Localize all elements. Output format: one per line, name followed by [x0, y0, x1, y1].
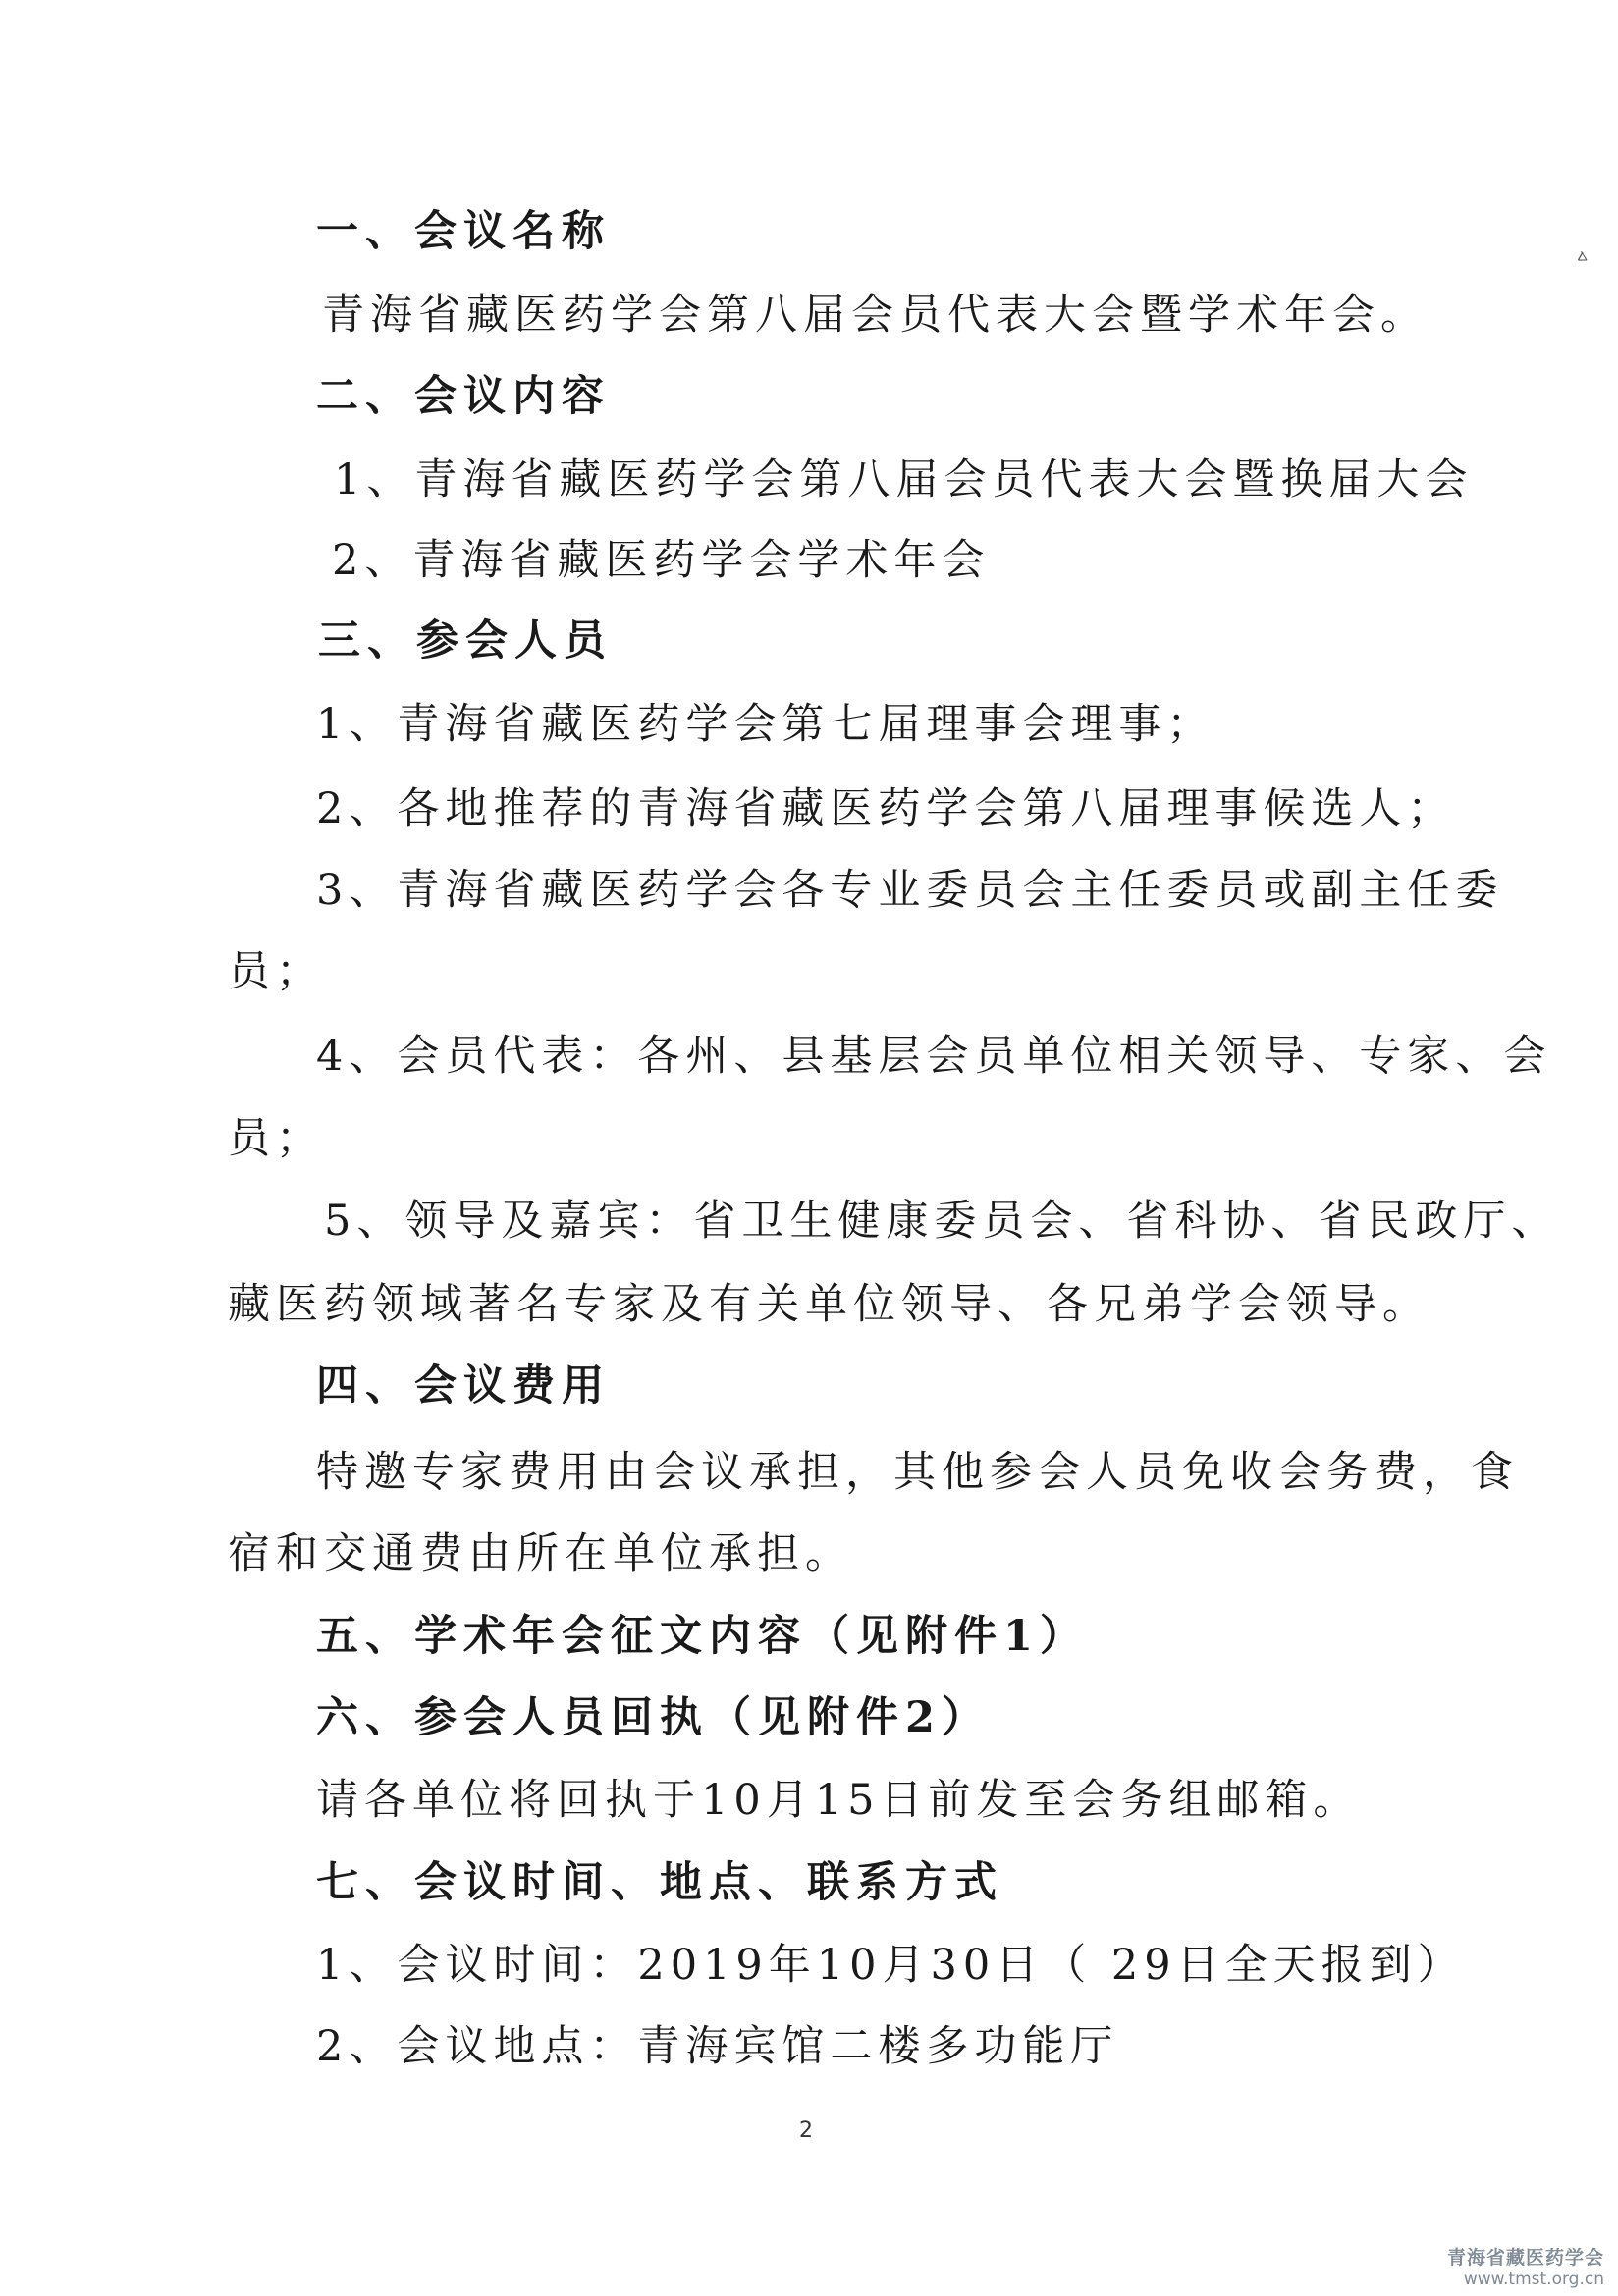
watermark-url: www.tmst.org.cn: [1463, 2269, 1604, 2289]
section-heading-time-place: 七、会议时间、地点、联系方式: [316, 1858, 1003, 1907]
paragraph-receipt: 请各单位将回执于10月15日前发至会务组邮箱。: [316, 1776, 1362, 1825]
list-item-content-1: 1、青海省藏医药学会第八届会员代表大会暨换届大会: [334, 455, 1474, 505]
list-item-attendees-1: 1、青海省藏医药学会第七届理事会理事；: [316, 700, 1215, 749]
paragraph-fees: 特邀专家费用由会议承担，其他参会人员免收会务费，食: [316, 1448, 1519, 1497]
paragraph-fees-cont: 宿和交通费由所在单位承担。: [228, 1529, 853, 1578]
corner-mark: ㅿ: [1574, 247, 1591, 268]
list-item-meeting-place: 2、会议地点：青海宾馆二楼多功能厅: [316, 2022, 1119, 2071]
section-heading-receipt: 六、参会人员回执（见附件2）: [316, 1693, 991, 1742]
list-item-attendees-3: 3、青海省藏医药学会各专业委员会主任委员或副主任委: [316, 866, 1504, 915]
list-item-meeting-time: 1、会议时间：2019年10月30日（ 29日全天报到）: [316, 1941, 1466, 1990]
section-heading-attendees: 三、参会人员: [318, 616, 613, 666]
list-item-attendees-5-cont: 藏医药领域著名专家及有关单位领导、各兄弟学会领导。: [228, 1280, 1430, 1329]
list-item-attendees-2: 2、各地推荐的青海省藏医药学会第八届理事候选人；: [316, 784, 1456, 833]
list-item-attendees-5: 5、领导及嘉宾：省卫生健康委员会、省科协、省民政厅、: [324, 1197, 1560, 1246]
paragraph-meeting-name: 青海省藏医药学会第八届会员代表大会暨学术年会。: [322, 291, 1429, 340]
list-item-content-2: 2、青海省藏医药学会学术年会: [332, 536, 991, 585]
list-item-attendees-4: 4、会员代表：各州、县基层会员单位相关领导、专家、会: [316, 1032, 1552, 1081]
watermark-name: 青海省藏医药学会: [1446, 2247, 1604, 2269]
section-heading-fees: 四、会议费用: [316, 1362, 611, 1411]
page-number: 2: [799, 2118, 813, 2143]
list-item-attendees-4-cont: 员；: [228, 1114, 324, 1163]
section-heading-meeting-name: 一、会议名称: [316, 207, 611, 256]
watermark: [1447, 2247, 1604, 2290]
list-item-attendees-3-cont: 员；: [228, 947, 324, 996]
section-heading-papers: 五、学术年会征文内容（见附件1）: [316, 1612, 1089, 1661]
section-heading-meeting-content: 二、会议内容: [316, 372, 611, 421]
